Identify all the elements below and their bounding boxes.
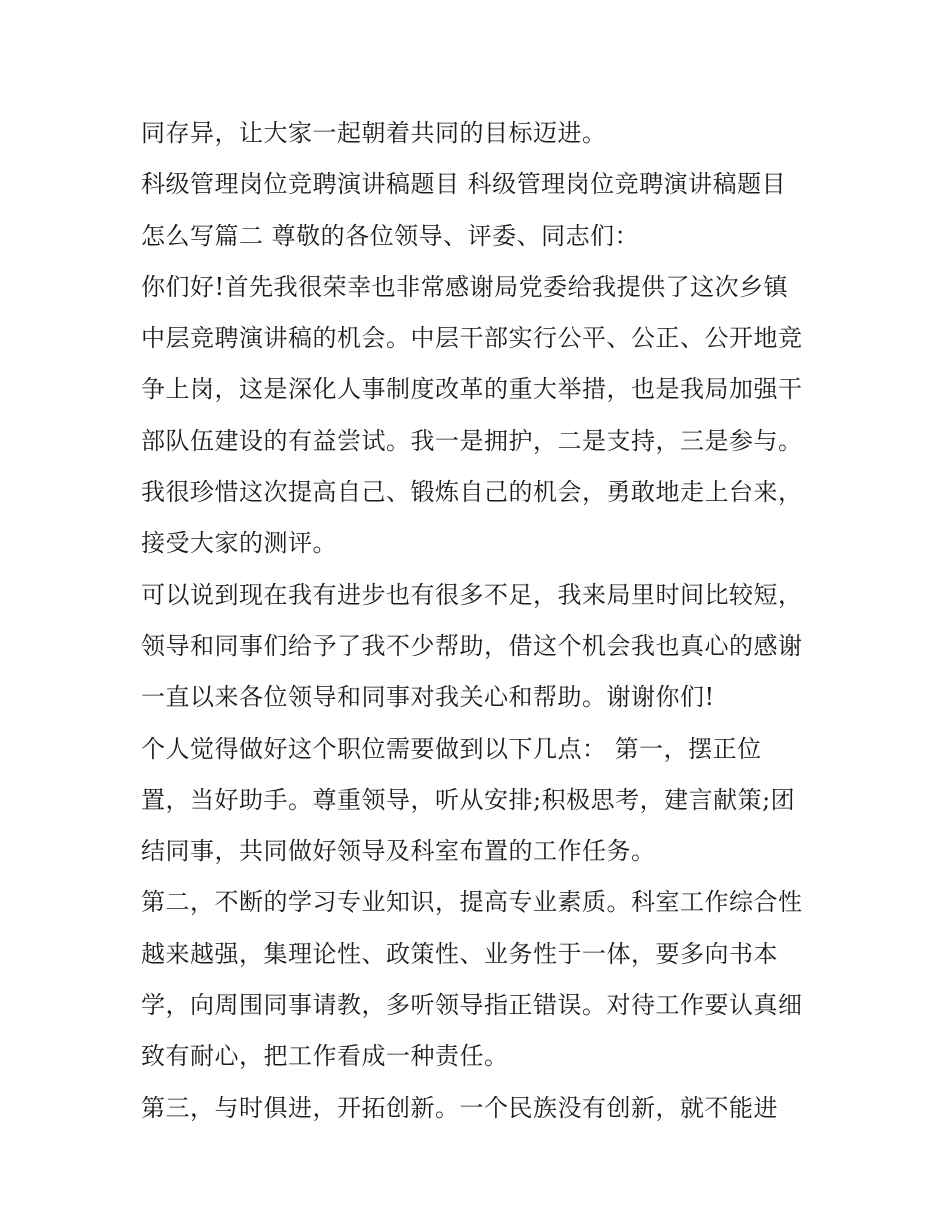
text-line: 怎么写篇二 尊敬的各位领导、评委、同志们：	[141, 221, 640, 250]
text-line: 同存异，让大家一起朝着共同的目标迈进。	[141, 119, 607, 147]
text-line: 结同事，共同做好领导及科室布置的工作任务。	[141, 837, 656, 866]
text-line: 致有耐心，把工作看成一种责任。	[141, 1042, 509, 1071]
text-line: 接受大家的测评。	[141, 529, 337, 558]
text-line: 领导和同事们给予了我不少帮助，借这个机会我也真心的感谢	[141, 631, 803, 660]
text-line: 置，当好助手。尊重领导，听从安排;积极思考，建言献策;团	[141, 785, 796, 814]
text-line: 争上岗，这是深化人事制度改革的重大举措，也是我局加强干	[141, 375, 803, 404]
document-body	[141, 108, 821, 1134]
text-line: 中层竞聘演讲稿的机会。中层干部实行公平、公正、公开地竞	[141, 324, 803, 353]
text-line: 第二，不断的学习专业知识，提高专业素质。科室工作综合性	[141, 888, 803, 917]
text-line: 科级管理岗位竞聘演讲稿题目 科级管理岗位竞聘演讲稿题目	[141, 170, 787, 199]
text-line: 个人觉得做好这个职位需要做到以下几点： 第一，摆正位	[141, 734, 762, 763]
text-line: 你们好!首先我很荣幸也非常感谢局党委给我提供了这次乡镇	[141, 272, 789, 301]
text-line: 第三，与时俱进，开拓创新。一个民族没有创新，就不能进	[141, 1093, 778, 1122]
text-line: 学，向周围同事请教，多听领导指正错误。对待工作要认真细	[141, 991, 803, 1020]
text-line: 我很珍惜这次提高自己、锻炼自己的机会，勇敢地走上台来，	[141, 478, 803, 507]
text-line: 一直以来各位领导和同事对我关心和帮助。谢谢你们!	[141, 683, 715, 712]
text-line: 可以说到现在我有进步也有很多不足，我来局里时间比较短，	[141, 580, 803, 609]
text-line: 越来越强，集理论性、政策性、业务性于一体，要多向书本	[141, 939, 778, 968]
text-line: 部队伍建设的有益尝试。我一是拥护，二是支持，三是参与。	[141, 426, 803, 455]
